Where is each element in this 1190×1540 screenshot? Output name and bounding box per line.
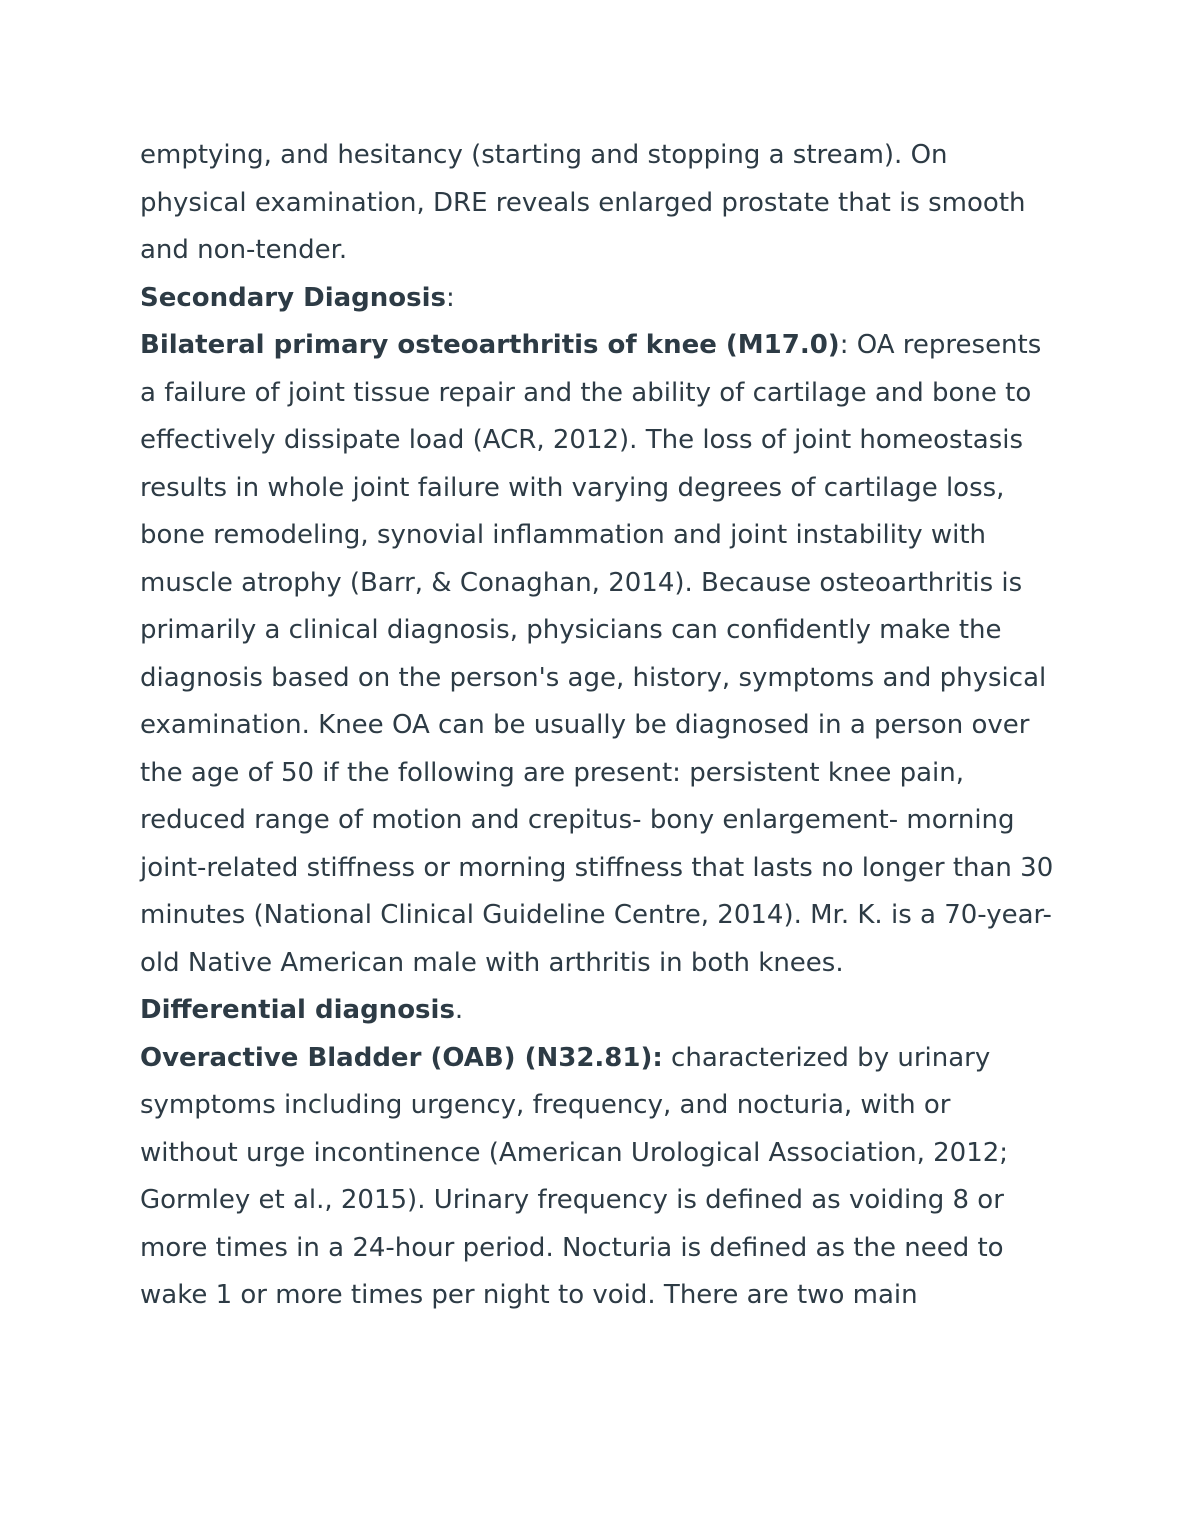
secondary-diagnosis-heading [140, 275, 1055, 323]
osteoarthritis-paragraph [140, 322, 1055, 987]
overactive-bladder-label: Overactive Bladder (OAB) (N32.81): [140, 1042, 663, 1073]
overactive-bladder-paragraph [140, 1035, 1055, 1320]
differential-diagnosis-heading [140, 987, 1055, 1035]
osteoarthritis-label: Bilateral primary osteoarthritis of knee (M17.0) [140, 330, 840, 360]
secondary-diagnosis-label: Secondary Diagnosis [140, 282, 447, 313]
intro-paragraph: emptying, and hesitancy (starting and stopping a stream). On physical examination, DRE reveals enlarged prostate that is smooth and non-tender. [140, 140, 1026, 265]
differential-diagnosis-label: Differential diagnosis [140, 995, 455, 1025]
differential-diagnosis-punct: . [454, 995, 464, 1025]
osteoarthritis-text: : OA represents a failure of joint tissue repair and the ability of cartilage and bone to effectively dissipate load (ACR, 2012). The loss of joint homeostasis results in whole joint failure with varying degrees of cartilage loss, bone remodeling, synovial inflammation and joint instability with muscle atrophy (Barr, & Conaghan, 2014). Because osteoarthritis is primarily a clinical diagnosis, physicians can confidently make the diagnosis based on the person's age, history, symptoms and physical examination. Knee OA can be usually be diagnosed in a person over the age of 50 if the following are present: persistent knee pain, reduced range of motion and crepitus- bony enlargement- morning joint-related stiffness or morning stiffness that lasts no longer than 30 minutes (National Clinical Guideline Centre, 2014). Mr. K. is a 70-year-old Native American male with arthritis in both knees. [140, 330, 1054, 978]
document-page [140, 132, 1055, 1320]
overactive-bladder-text: characterized by urinary symptoms including urgency, frequency, and nocturia, with or without urge incontinence (American Urological Association, 2012; Gormley et al., 2015). Urinary frequency is defined as voiding 8 or more times in a 24-hour period. Nocturia is defined as the need to wake 1 or more times per night to void. There are two main [140, 1042, 1009, 1310]
secondary-diagnosis-punct: : [446, 282, 455, 313]
